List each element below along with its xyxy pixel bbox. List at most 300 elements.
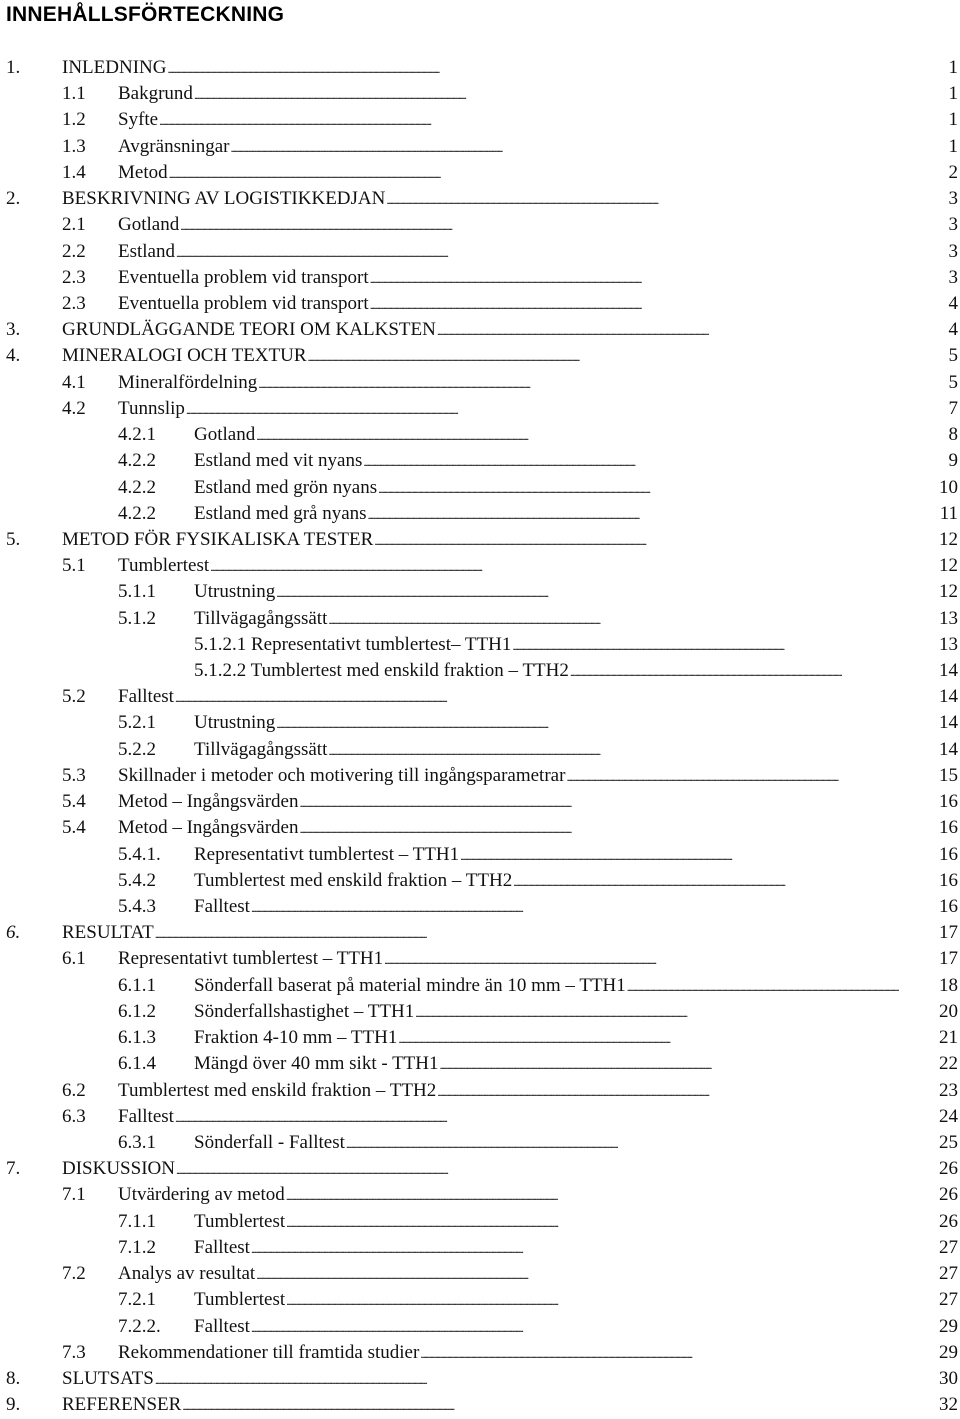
toc-entry-number: 7.1.2 xyxy=(118,1236,156,1258)
toc-entry-page-number: 13 xyxy=(939,633,958,655)
toc-entry-page-number: 14 xyxy=(939,660,958,682)
toc-entry-body xyxy=(194,658,958,685)
toc-entry[interactable] xyxy=(0,422,960,448)
toc-entry-label: Tumblertest xyxy=(194,1289,286,1311)
toc-entry[interactable] xyxy=(0,291,960,317)
toc-entry-body xyxy=(118,1104,958,1131)
toc-entry-number: 2.3 xyxy=(62,266,86,288)
dot-leader xyxy=(194,81,945,108)
toc-entry-number: 5.2 xyxy=(62,686,86,708)
dot-leader xyxy=(176,239,945,266)
toc-entry-label: Falltest xyxy=(194,896,250,917)
toc-entry-body xyxy=(118,684,958,711)
toc-entry[interactable] xyxy=(0,553,960,579)
toc-entry-page-number: 16 xyxy=(939,791,958,813)
toc-entry-number: 6.2 xyxy=(62,1079,86,1101)
toc-entry-body xyxy=(118,134,958,161)
dot-leader xyxy=(180,212,945,239)
dot-leader xyxy=(155,1366,938,1393)
toc-entry-page-number: 16 xyxy=(939,869,958,891)
dot-leader xyxy=(328,737,938,764)
toc-entry-body xyxy=(118,291,958,318)
dot-leader xyxy=(155,920,938,947)
toc-entry-body xyxy=(118,396,958,423)
toc-entry-page-number: 16 xyxy=(939,817,958,839)
toc-entry[interactable] xyxy=(0,448,960,474)
toc-entry[interactable] xyxy=(0,868,960,894)
toc-entry-number: 6. xyxy=(6,922,21,944)
dot-leader xyxy=(437,1078,938,1105)
toc-entry-label: Utrustning xyxy=(194,712,276,734)
toc-entry-page-number: 12 xyxy=(939,581,958,603)
toc-entry-number: 4.2.2 xyxy=(118,476,156,498)
toc-entry-body xyxy=(62,317,958,344)
toc-entry-label: Syfte xyxy=(118,109,159,131)
dot-leader xyxy=(251,1235,938,1262)
dot-leader xyxy=(167,55,945,82)
toc-entry-number: 4.1 xyxy=(62,371,86,393)
toc-entry[interactable] xyxy=(0,894,960,920)
toc-entry-number: 8. xyxy=(6,1367,21,1389)
toc-entry[interactable] xyxy=(0,501,960,527)
toc-entry-page-number: 3 xyxy=(948,214,958,236)
toc-entry-label: Estland med grå nyans xyxy=(194,502,367,524)
dot-leader xyxy=(378,475,938,502)
toc-entry-body xyxy=(118,1182,958,1209)
toc-entry-number: 5.2.2 xyxy=(118,738,156,760)
toc-entry[interactable] xyxy=(0,999,960,1025)
toc-entry-body xyxy=(194,501,958,528)
dot-leader xyxy=(346,1130,938,1157)
toc-entry-label: Analys av resultat xyxy=(118,1263,256,1285)
toc-entry-page-number: 14 xyxy=(939,738,958,760)
toc-entry[interactable] xyxy=(0,55,960,81)
dot-leader xyxy=(286,1287,938,1314)
toc-entry-body xyxy=(62,186,958,213)
toc-entry-number: 2.3 xyxy=(62,292,86,314)
toc-entry-label: Falltest xyxy=(194,1236,250,1258)
toc-entry[interactable] xyxy=(0,1392,960,1418)
dot-leader xyxy=(513,868,938,895)
dot-leader xyxy=(398,1025,938,1052)
toc-entry-label: Estland xyxy=(118,240,175,262)
toc-entry-number: 7. xyxy=(6,1158,21,1180)
toc-entry[interactable] xyxy=(0,1261,960,1287)
dot-leader xyxy=(363,448,945,475)
toc-entry-body xyxy=(194,1051,958,1078)
toc-entry[interactable] xyxy=(0,815,960,841)
toc-entry-page-number: 27 xyxy=(939,1236,958,1258)
toc-entry-body xyxy=(118,763,958,790)
toc-entry-page-number: 14 xyxy=(939,712,958,734)
toc-entry-body xyxy=(194,475,958,502)
dot-leader xyxy=(415,999,938,1026)
toc-entry-label: Sönderfallshastighet – TTH1 xyxy=(194,1000,415,1022)
toc-entry-body xyxy=(118,553,958,580)
toc-entry-number: 7.3 xyxy=(62,1341,86,1363)
toc-entry-page-number: 3 xyxy=(948,240,958,262)
dot-leader xyxy=(286,1182,938,1209)
toc-entry[interactable] xyxy=(0,1340,960,1366)
toc-entry-number: 5.1 xyxy=(62,555,86,577)
toc-entry-label: Tunnslip xyxy=(118,397,185,419)
toc-entry-page-number: 22 xyxy=(939,1053,958,1075)
toc-entry-body xyxy=(118,946,958,973)
toc-entry[interactable] xyxy=(0,317,960,343)
dot-leader xyxy=(374,527,938,554)
toc-entry-body xyxy=(194,1025,958,1052)
dot-leader xyxy=(276,579,938,606)
toc-entry-page-number: 17 xyxy=(939,922,958,944)
toc-entry-body xyxy=(194,842,958,869)
dot-leader xyxy=(370,291,945,318)
toc-entry-label: Mängd över 40 mm sikt - TTH1 xyxy=(194,1053,439,1075)
toc-entry[interactable] xyxy=(0,946,960,972)
toc-entry-number: 5.4.1. xyxy=(118,843,161,865)
toc-entry-label: Gotland xyxy=(194,424,256,446)
toc-entry-page-number: 27 xyxy=(939,1289,958,1311)
toc-entry-number: 5.1.1 xyxy=(118,581,156,603)
toc-entry-body xyxy=(194,1287,958,1314)
toc-entry-label: Mineralfördelning xyxy=(118,371,258,393)
toc-entry[interactable] xyxy=(0,920,960,946)
toc-entry-page-number: 18 xyxy=(939,974,958,996)
toc-entry-label: DISKUSSION xyxy=(62,1158,175,1180)
toc-entry-label: Tumblertest med enskild fraktion – TTH2 xyxy=(118,1079,437,1101)
dot-leader xyxy=(370,265,945,292)
toc-entry-number: 6.1.1 xyxy=(118,974,156,996)
dot-leader xyxy=(460,842,938,869)
dot-leader xyxy=(386,186,945,213)
toc-entry-label: Skillnader i metoder och motivering till ingångsparametrar xyxy=(118,764,566,786)
toc-entry-page-number: 2 xyxy=(948,161,958,183)
toc-entry-body xyxy=(118,160,958,187)
toc-entry-label: Eventuella problem vid transport xyxy=(118,266,369,288)
toc-entry-label: REFERENSER xyxy=(62,1394,182,1416)
toc-entry[interactable] xyxy=(0,684,960,710)
dot-leader xyxy=(182,1392,938,1419)
dot-leader xyxy=(276,710,938,737)
toc-entry-label: Avgränsningar xyxy=(118,135,230,157)
toc-entry-body xyxy=(62,1366,958,1393)
toc-entry-page-number: 3 xyxy=(948,266,958,288)
toc-entry-page-number: 26 xyxy=(939,1158,958,1180)
toc-entry-page-number: 3 xyxy=(948,188,958,210)
dot-leader xyxy=(299,789,938,816)
toc-entry-page-number: 21 xyxy=(939,1027,958,1049)
toc-entry-body xyxy=(194,632,958,659)
toc-entry[interactable] xyxy=(0,212,960,238)
toc-entry[interactable] xyxy=(0,1366,960,1392)
toc-entry-body xyxy=(118,815,958,842)
toc-entry-label: Tillvägagångssätt xyxy=(194,607,328,629)
toc-entry-body xyxy=(62,55,958,82)
toc-entry-page-number: 1 xyxy=(948,109,958,131)
toc-entry-number: 4. xyxy=(6,345,21,367)
toc-entry-body xyxy=(194,606,958,633)
toc-entry[interactable] xyxy=(0,579,960,605)
toc-entry[interactable] xyxy=(0,1209,960,1235)
toc-entry-body xyxy=(62,1392,958,1419)
toc-entry-number: 5.2.1 xyxy=(118,712,156,734)
dot-leader xyxy=(251,894,938,921)
toc-entry-page-number: 29 xyxy=(939,1315,958,1337)
toc-entry-label: Utvärdering av metod xyxy=(118,1184,285,1206)
toc-entry-page-number: 30 xyxy=(939,1367,958,1389)
toc-entry-number: 5.4.2 xyxy=(118,869,156,891)
toc-entry-body xyxy=(62,920,958,947)
toc-entry-number: 6.1 xyxy=(62,948,86,970)
toc-entry[interactable] xyxy=(0,1104,960,1130)
toc-entry-number: 5.4 xyxy=(62,817,86,839)
toc-entry-body xyxy=(194,422,958,449)
toc-entry-page-number: 29 xyxy=(939,1341,958,1363)
toc-entry[interactable] xyxy=(0,1287,960,1313)
toc-entry[interactable] xyxy=(0,710,960,736)
toc-entry-page-number: 10 xyxy=(939,476,958,498)
dot-leader xyxy=(566,763,938,790)
toc-entry-body xyxy=(194,737,958,764)
toc-entry-label: 5.1.2.1 Representativt tumblertest– TTH1 xyxy=(194,633,512,655)
toc-entry-page-number: 9 xyxy=(948,450,958,472)
toc-entry-label: Tumblertest xyxy=(194,1210,286,1232)
dot-leader xyxy=(440,1051,938,1078)
toc-entry-page-number: 8 xyxy=(948,424,958,446)
toc-entry-number: 1.1 xyxy=(62,83,86,105)
toc-entry-number: 2. xyxy=(6,188,21,210)
toc-entry[interactable] xyxy=(0,1182,960,1208)
toc-entry-page-number: 13 xyxy=(939,607,958,629)
toc-entry[interactable] xyxy=(0,81,960,107)
toc-entry-page-number: 12 xyxy=(939,528,958,550)
toc-entry[interactable] xyxy=(0,632,960,658)
toc-entry-number: 4.2.1 xyxy=(118,424,156,446)
dot-leader xyxy=(176,1156,938,1183)
dot-leader xyxy=(308,343,945,370)
toc-entry[interactable] xyxy=(0,396,960,422)
toc-entry-number: 5.3 xyxy=(62,764,86,786)
toc-entry-page-number: 5 xyxy=(948,345,958,367)
toc-entry[interactable] xyxy=(0,1051,960,1077)
toc-entry-body xyxy=(118,1340,958,1367)
dot-leader xyxy=(175,1104,938,1131)
toc-entry[interactable] xyxy=(0,239,960,265)
toc-entry-label: Tumblertest med enskild fraktion – TTH2 xyxy=(194,869,513,891)
toc-entry-number: 1. xyxy=(6,57,21,78)
toc-entry-label: Eventuella problem vid transport xyxy=(118,292,369,314)
toc-entry-label: Representativt tumblertest – TTH1 xyxy=(194,843,460,865)
dot-leader xyxy=(258,370,945,397)
toc-entry-body xyxy=(194,894,958,921)
toc-entry-label: Metod – Ingångsvärden xyxy=(118,791,299,813)
dot-leader xyxy=(299,815,938,842)
toc-entry-label: Sönderfall baserat på material mindre än 10 mm – TTH1 xyxy=(194,974,626,996)
toc-entry-number: 3. xyxy=(6,319,21,341)
toc-entry[interactable] xyxy=(0,1130,960,1156)
toc-entry-body xyxy=(118,1261,958,1288)
toc-entry-body xyxy=(62,343,958,370)
toc-entry-page-number: 16 xyxy=(939,896,958,917)
page-title: INNEHÅLLSFÖRTECKNING xyxy=(6,3,285,26)
toc-entry[interactable] xyxy=(0,737,960,763)
toc-entry-page-number: 20 xyxy=(939,1000,958,1022)
dot-leader xyxy=(627,973,938,1000)
toc-entry-body xyxy=(62,527,958,554)
toc-entry-label: Gotland xyxy=(118,214,180,236)
toc-entry-body xyxy=(118,239,958,266)
toc-entry[interactable] xyxy=(0,265,960,291)
toc-entry-label: 5.1.2.2 Tumblertest med enskild fraktion – TTH2 xyxy=(194,660,569,682)
toc-entry-number: 1.4 xyxy=(62,161,86,183)
toc-entry-number: 7.1.1 xyxy=(118,1210,156,1232)
dot-leader xyxy=(512,632,938,659)
toc-entry-number: 5.4.3 xyxy=(118,896,156,917)
dot-leader xyxy=(169,160,945,187)
toc-entry[interactable] xyxy=(0,160,960,186)
toc-entry[interactable] xyxy=(0,1078,960,1104)
toc-entry-number: 4.2 xyxy=(62,397,86,419)
toc-entry[interactable] xyxy=(0,973,960,999)
toc-entry-page-number: 11 xyxy=(939,502,958,524)
toc-entry-page-number: 23 xyxy=(939,1079,958,1101)
toc-entry[interactable] xyxy=(0,1314,960,1340)
toc-entry-label: METOD FÖR FYSIKALISKA TESTER xyxy=(62,528,374,550)
toc-entry-number: 5.1.2 xyxy=(118,607,156,629)
dot-leader xyxy=(328,606,938,633)
toc-entry-number: 7.2 xyxy=(62,1263,86,1285)
toc-entry-body xyxy=(194,448,958,475)
toc-entry-number: 5.4 xyxy=(62,791,86,813)
toc-entry[interactable] xyxy=(0,475,960,501)
dot-leader xyxy=(420,1340,938,1367)
dot-leader xyxy=(159,107,945,134)
toc-entry-number: 6.1.2 xyxy=(118,1000,156,1022)
toc-entry-body xyxy=(118,370,958,397)
toc-entry-body xyxy=(118,1078,958,1105)
dot-leader xyxy=(175,684,938,711)
toc-entry-page-number: 16 xyxy=(939,843,958,865)
toc-entry-label: Estland med vit nyans xyxy=(194,450,363,472)
toc-entry-page-number: 27 xyxy=(939,1263,958,1285)
toc-entry-label: GRUNDLÄGGANDE TEORI OM KALKSTEN xyxy=(62,319,436,341)
toc-entry-page-number: 5 xyxy=(948,371,958,393)
toc-entry-label: Falltest xyxy=(118,1105,174,1127)
toc-entry-label: Representativt tumblertest – TTH1 xyxy=(118,948,384,970)
toc-entry-page-number: 26 xyxy=(939,1184,958,1206)
toc-entry-page-number: 14 xyxy=(939,686,958,708)
toc-entry-body xyxy=(118,212,958,239)
toc-entry-body xyxy=(194,973,958,1000)
table-of-contents xyxy=(0,55,960,1418)
toc-entry-label: Metod xyxy=(118,161,168,183)
toc-entry-label: Bakgrund xyxy=(118,83,193,105)
toc-entry-number: 7.2.1 xyxy=(118,1289,156,1311)
toc-entry-number: 2.2 xyxy=(62,240,86,262)
toc-entry-number: 4.2.2 xyxy=(118,502,156,524)
toc-entry-label: INLEDNING xyxy=(62,57,167,78)
toc-entry-body xyxy=(118,789,958,816)
dot-leader xyxy=(368,501,939,528)
dot-leader xyxy=(286,1209,938,1236)
toc-entry-page-number: 4 xyxy=(948,319,958,341)
toc-entry-page-number: 17 xyxy=(939,948,958,970)
toc-entry-page-number: 1 xyxy=(948,83,958,105)
toc-entry-number: 4.2.2 xyxy=(118,450,156,472)
toc-entry[interactable] xyxy=(0,658,960,684)
toc-entry-label: RESULTAT xyxy=(62,922,154,944)
dot-leader xyxy=(437,317,945,344)
toc-entry-body xyxy=(118,107,958,134)
toc-entry-body xyxy=(194,999,958,1026)
dot-leader xyxy=(186,396,945,423)
toc-entry-label: Sönderfall - Falltest xyxy=(194,1131,345,1153)
toc-entry-label: Falltest xyxy=(194,1315,250,1337)
toc-entry[interactable] xyxy=(0,606,960,632)
toc-entry-label: Falltest xyxy=(118,686,174,708)
toc-entry-number: 6.3 xyxy=(62,1105,86,1127)
toc-entry[interactable] xyxy=(0,763,960,789)
toc-entry-body xyxy=(118,81,958,108)
dot-leader xyxy=(384,946,938,973)
toc-entry-page-number: 1 xyxy=(948,135,958,157)
toc-entry[interactable] xyxy=(0,842,960,868)
dot-leader xyxy=(210,553,938,580)
toc-entry[interactable] xyxy=(0,1235,960,1261)
toc-entry[interactable] xyxy=(0,1156,960,1182)
toc-entry[interactable] xyxy=(0,1025,960,1051)
toc-entry-page-number: 1 xyxy=(948,57,958,78)
toc-entry-body xyxy=(194,1314,958,1341)
toc-entry-number: 6.1.3 xyxy=(118,1027,156,1049)
toc-entry-page-number: 15 xyxy=(939,764,958,786)
toc-entry-body xyxy=(194,868,958,895)
dot-leader xyxy=(231,134,945,161)
toc-entry-label: Tumblertest xyxy=(118,555,210,577)
toc-entry-label: MINERALOGI OCH TEXTUR xyxy=(62,345,307,367)
toc-entry-label: Utrustning xyxy=(194,581,276,603)
toc-entry[interactable] xyxy=(0,343,960,369)
toc-entry-body xyxy=(194,579,958,606)
dot-leader xyxy=(256,422,945,449)
toc-entry[interactable] xyxy=(0,186,960,212)
toc-entry-label: Estland med grön nyans xyxy=(194,476,378,498)
toc-entry-body xyxy=(194,1235,958,1262)
toc-entry-number: 1.3 xyxy=(62,135,86,157)
toc-entry-page-number: 25 xyxy=(939,1131,958,1153)
dot-leader xyxy=(256,1261,938,1288)
toc-entry-label: Fraktion 4-10 mm – TTH1 xyxy=(194,1027,398,1049)
toc-entry-number: 7.2.2. xyxy=(118,1315,161,1337)
toc-entry-page-number: 24 xyxy=(939,1105,958,1127)
toc-entry-body xyxy=(194,710,958,737)
toc-entry-number: 1.2 xyxy=(62,109,86,131)
toc-entry-body xyxy=(62,1156,958,1183)
toc-entry[interactable] xyxy=(0,527,960,553)
toc-entry-number: 5. xyxy=(6,528,21,550)
toc-entry-page-number: 12 xyxy=(939,555,958,577)
toc-entry-number: 6.1.4 xyxy=(118,1053,156,1075)
toc-entry[interactable] xyxy=(0,107,960,133)
toc-entry[interactable] xyxy=(0,789,960,815)
toc-entry[interactable] xyxy=(0,134,960,160)
dot-leader xyxy=(570,658,938,685)
toc-entry-number: 2.1 xyxy=(62,214,86,236)
toc-entry-page-number: 4 xyxy=(948,292,958,314)
toc-entry-page-number: 7 xyxy=(948,397,958,419)
toc-entry-body xyxy=(118,265,958,292)
toc-entry-body xyxy=(194,1130,958,1157)
toc-entry[interactable] xyxy=(0,370,960,396)
